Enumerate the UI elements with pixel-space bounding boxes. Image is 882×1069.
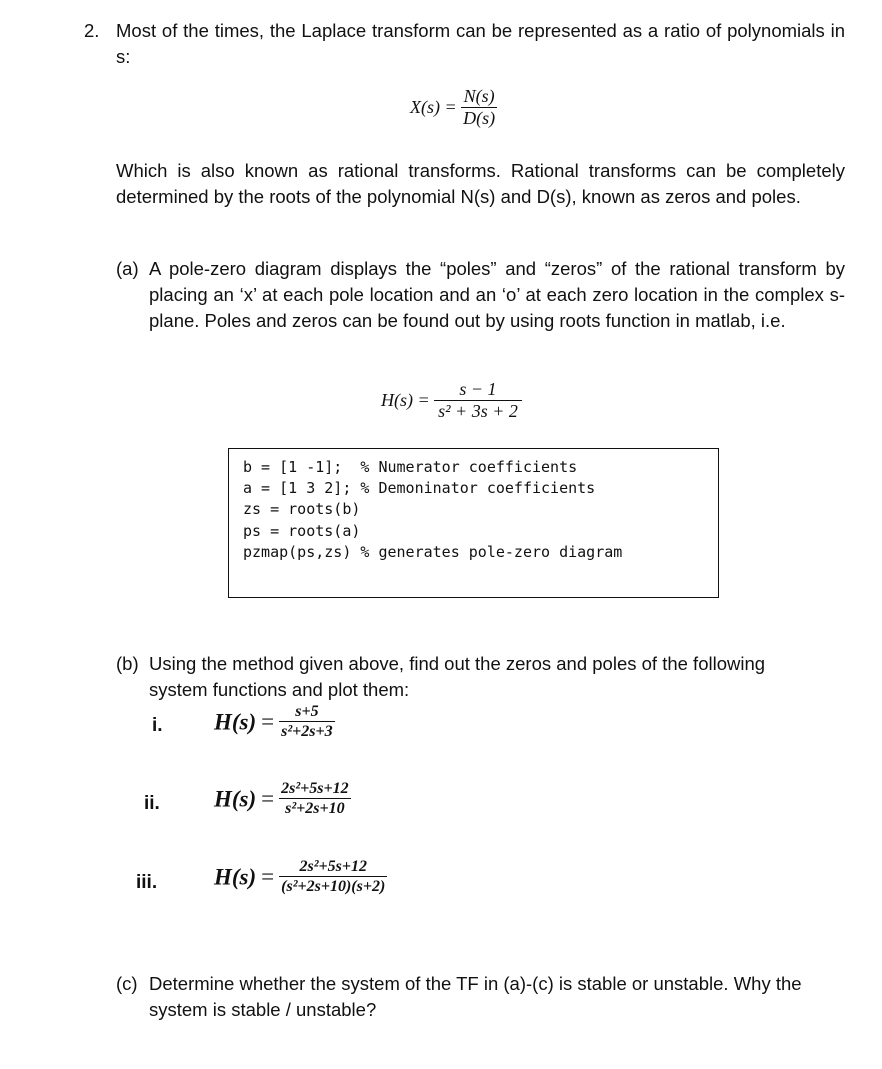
part-a-text: A pole-zero diagram displays the “poles” and “zeros” of the rational transform by placing an ‘x’ at each pole location and an ‘o’ at each zero location in the complex s-plane. Poles and zeros can be found out by using roots function in matlab, i.e.	[149, 258, 845, 331]
part-c-label: (c)	[116, 973, 138, 994]
denominator: D(s)	[463, 107, 496, 128]
transfer-function-example	[381, 379, 522, 422]
equation-fraction	[279, 858, 387, 897]
equals-sign: =	[261, 786, 275, 812]
part-b-text: Using the method given above, find out the zeros and poles of the following system functions and plot them:	[149, 653, 766, 700]
equation-lhs: H(s)	[214, 709, 257, 735]
equation-lhs: X(s) =	[410, 97, 457, 118]
question-number: 2.	[84, 20, 100, 41]
equation-lhs: H(s)	[214, 786, 257, 812]
item-iii-numeral: iii.	[136, 872, 158, 893]
equals-sign: =	[261, 709, 275, 735]
item-i-equation	[214, 703, 335, 742]
part-b-label: (b)	[116, 653, 139, 674]
code-line-5: pzmap(ps,zs) % generates pole-zero diagram	[243, 542, 623, 561]
numerator: 2s²+5s+12	[299, 858, 367, 875]
denominator: s²+2s+10	[279, 798, 350, 818]
equation-lhs: H(s)	[214, 864, 257, 890]
denominator: s² + 3s + 2	[434, 400, 522, 423]
numerator: 2s²+5s+12	[281, 780, 349, 797]
denominator: s²+2s+3	[281, 723, 333, 741]
equation-fraction	[434, 379, 522, 422]
part-a-label: (a)	[116, 258, 139, 279]
code-line-4: ps = roots(a)	[243, 521, 361, 540]
item-ii-numeral: ii.	[144, 793, 160, 814]
numerator: N(s)	[463, 86, 495, 106]
code-line-1: b = [1 -1]; % Numerator coefficients	[243, 458, 578, 476]
code-line-2: a = [1 3 2]; % Demoninator coefficients	[243, 479, 596, 498]
laplace-ratio-equation	[410, 86, 497, 129]
equals-sign: =	[261, 864, 275, 890]
part-c-text: Determine whether the system of the TF in (a)-(c) is stable or unstable. Why the system is stable / unstable?	[149, 973, 802, 1020]
matlab-code-box	[228, 448, 719, 598]
item-ii-equation	[214, 780, 351, 819]
numerator: s − 1	[459, 379, 497, 399]
item-i-numeral: i.	[152, 715, 163, 736]
item-iii-equation	[214, 858, 387, 897]
rational-transform-text: Which is also known as rational transforms. Rational transforms can be completely determined by the roots of the polynomial N(s) and D(s), known as zeros and poles.	[116, 160, 845, 207]
intro-text: Most of the times, the Laplace transform can be represented as a ratio of polynomials in s:	[116, 20, 845, 67]
equation-fraction	[279, 703, 334, 742]
equation-lhs: H(s) =	[381, 390, 430, 411]
code-line-3: zs = roots(b)	[243, 500, 361, 519]
equation-fraction	[279, 780, 350, 819]
denominator: (s²+2s+10)(s+2)	[281, 878, 386, 896]
equation-fraction	[461, 86, 497, 129]
numerator: s+5	[295, 703, 319, 720]
